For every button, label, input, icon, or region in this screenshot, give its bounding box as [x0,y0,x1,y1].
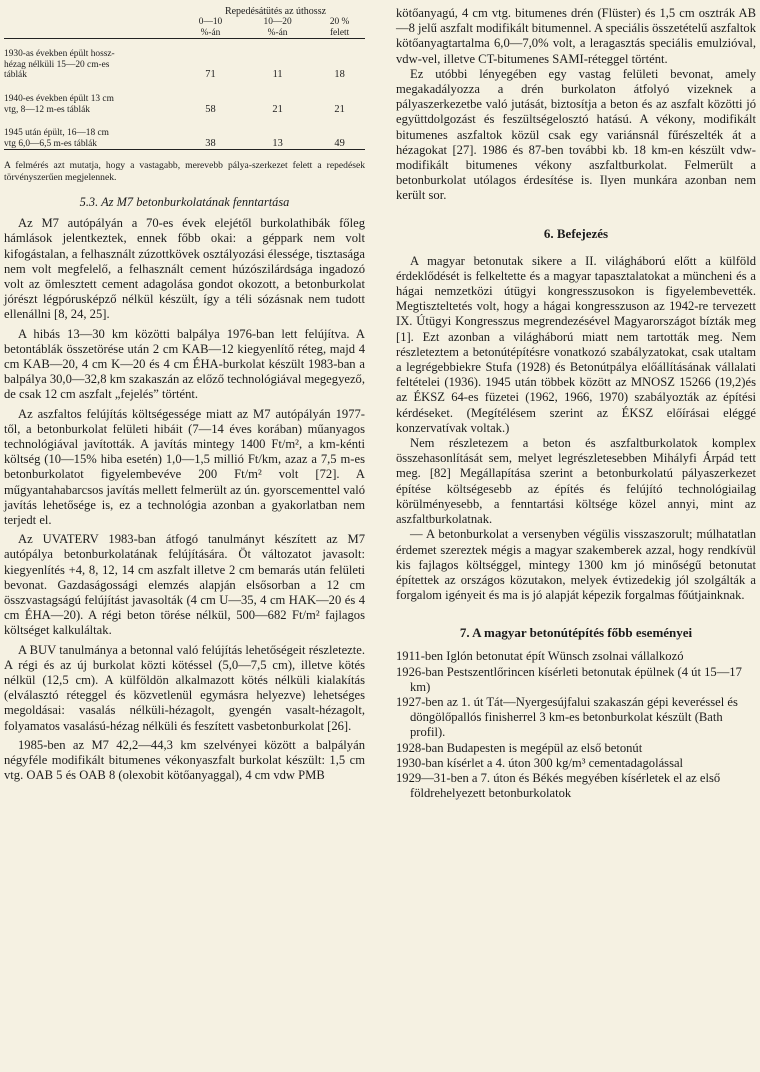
table-header-title: Repedésátütés az úthossz [224,6,327,17]
left-column [4,6,365,783]
table-cell: 13 [272,137,283,149]
paragraph: 1985-ben az M7 42,2—44,3 km szelvényei között a balpályán négyféle modifikált bitumenes vékonyaszfalt burkolat készült: 1,5 cm vtg. OAB 5 és OAB 8 (olexobit kötőanyaggal), 4 cm vdw PMB [4,737,365,783]
section-heading: 7. A magyar betonútépítés főbb eseményei [459,625,693,641]
table-cell: 11 [272,69,283,81]
section-heading: 6. Befejezés [543,225,609,241]
row-label: 1940-es években épült 13 cm vtg, 8—12 m-es táblák [4,93,114,115]
col-header: 0—10 %-án [198,17,223,38]
table-cell: 18 [334,69,345,81]
list-item: 1911-ben Iglón betonutat épít Wünsch zsolnai vállalkozó [396,649,684,664]
list-item: 1930-ban kísérlet a 4. úton 300 kg/m³ cementadagolással [396,755,684,770]
table-cell: 49 [334,137,345,149]
table-cell: 21 [334,103,345,115]
paragraph: Az M7 autópályán a 70-es évek elejétől burkolathibák főleg hámlások jelentkeztek, ennek főbb okai: a géppark nem volt kifogástalan, a felhasznált zúzottkövek osztályozási élessége, tisztasága nem volt megfelelő, a felhasznált cement húzószilárdsága ingadozó volt az ömlesztett cement adagolása gondot okozott, a betonburkolat jórészt légpórusképző nélkül készült, így a téli sózásnak nem tudott ellenállni [8, 24, 25]. [4,216,365,322]
table-row [4,94,365,115]
paragraph: Nem részletezem a beton és aszfaltburkolatok komplex összehasonlítását sem, melyet legrészletesebben Mihályfi Árpád tett meg. [82] Megállapítása szerint a betonburkolatú pályaszerkezet építése költségesebb az építés és felújító technológiailag körülményesebb, a fenntartási költsége közel annyi, mint az aszfaltburkolatnak. [396,436,756,527]
paragraph: A hibás 13—30 km közötti balpálya 1976-ban lett felújítva. A betontáblák összetörése után 2 cm KAB—12 kiegyenlítő réteg, majd 4 cm KAB—20, 4 cm K—20 és 4 cm ÉHA-burkolat készült 1983-ban a balpálya 30,0—32,8 km szakaszán az előző technológiával megegyező, de csak 12 cm aszfalt „fejelés” történt. [4,326,365,402]
section-heading: 5.3. Az M7 betonburkolatának fenntartása [79,195,290,210]
table-cell: 21 [272,103,283,115]
table-cell: 58 [205,103,216,115]
table-cell: 38 [205,137,216,149]
list-item: 1929—31-ben a 7. úton és Békés megyében kísérletek el az első földrehelyezett betonburkolatok [396,770,721,801]
paragraph: A magyar betonutak sikere a II. világháború előtt a külföld érdeklődését is felkeltette és a magyar tapasztalatokat a müncheni és a hágai nemzetközi útügyi kongresszusokon is figyelembevették. Megtiszteltetés volt, hogy a hágai kongresszuson az 1942-re tervezett IX. Útügyi Kongresszus megrendezésével Magyarországot bízták meg [1]. Ezt azonban a világháború miatt nem tartották meg. Nem részleteztem a betonútépítésre vonatkozó szabályzatokat, csak utaltam a legrégebbiekre Stufa (1928) és Betonútpálya előállításának vállalati feltételei (1936). 1945 után többek között az MNOSZ 15266 (19,2)és az ÉKSZ 64-es füzetei (1962, 1966, 1970) szabályozták az építési kérdéseket. (Megítélésem szerint az ÉKSZ előírásai eléggé konzervatívak voltak.) [396,253,756,435]
event-list [396,649,756,801]
col-header: 10—20 %-án [263,17,292,38]
table-header-row [4,17,365,39]
list-item: 1928-ban Budapesten is megépül az első betonút [396,740,643,755]
paragraph: kötőanyagú, 4 cm vtg. bitumenes drén (Flüster) és 1,5 cm osztrák AB—8 jelű aszfalt modifikált bitumennel. A speciális összetételű aszfaltok kötőanyagtartalma 6,0—7,0% volt, a leragasztás speciális emulzióval, vdw-vel, illetve CT-bitumenes SAMI-réteggel történt. [396,6,756,66]
col-header: 20 % felett [329,17,350,38]
paragraph: — A betonburkolat a versenyben végülis visszaszorult; múlhatatlan érdemet szereztek mégis a magyar szakemberek azzal, hogy rendkívül kis fajlagos költséggel, mintegy 1300 km jó minőségű betonutat építettek az országos közutakon, melyek évtizedekig jól szolgálták a forgalom igényeit és ma is jó alapját képezik forgalmas főútjainknak. [396,527,756,603]
paragraph: Ez utóbbi lényegében egy vastag felületi bevonat, amely megakadályozza a drén burkolaton átfolyó vizeknek a pályaszerkezetbe való jutását, biztosítja a beton és az aszfalt közötti jó együttdolgozást és feszültségelosztó hatású. A vékony, modifikált bitumenes aszfaltok közül csak egy variánsnál fűrészelték át a hézagokat [27]. 1986 és 87-ben további kb. 18 km-en készült vdw-modifikált bitumenes vékony aszfaltburkolat. Felmerült a betonburkolat utólagos érdesítése is. Ilyen munkára azonban nem került sor. [396,66,756,203]
table-row [4,49,365,81]
row-label: 1945 után épült, 16—18 cm vtg 6,0—6,5 m-es táblák [4,128,109,149]
paragraph: Az aszfaltos felújítás költségessége miatt az M7 autópályán 1977-től, a betonburkolat felületi hibáit (7—14 éves korában) műanyagos technológiával javították. A javítás mintegy 1400 Ft/m², a km-kénti költség (10—15% hiba esetén) 1,0—1,5 millió Ft/km, azaz a 7,5 m-es betonburkolatot figyelembevéve 200 Ft/m² volt [72]. A műgyantahabarcsos javítás mellett felmerült az ún. gyorscementtel való javítás lehetősége is, ez a technológia azonban a gyakorlatban nem terjedt el. [4,406,365,528]
right-column [396,6,756,801]
table-row [4,128,365,150]
list-item: 1926-ban Pestszentlőrincen kísérleti betonutak épülnek (4 út 15—17 km) [396,664,742,694]
list-item: 1927-ben az 1. út Tát—Nyergesújfalui szakaszán gépi keveréssel és döngölőpallós finisherrel 3 km-es betonburkolat készült (Bath profil). [396,694,738,740]
table-note: A felmérés azt mutatja, hogy a vastagabb, merevebb pálya-szerkezet felett a repedések törvényszerűen megjelennek. [4,160,365,183]
table-cell: 71 [205,69,216,81]
paragraph: A BUV tanulmánya a betonnal való felújítás lehetőségeit részletezte. A régi és az új burkolat közti kötéssel (5,0—7,5 cm), illetve kötés nélkül (12,5 cm). A külföldön alkalmazott kötés nélküli kialakítás (elválasztó réteggel és közvetlenül egymásra helyezve) lehetséges megoldásai: vasalás nélküli-hézagolt, gyengén vasalt-hézagolt, folyamatos vasalású-hézag nélküli és feszített vasbetonburkolat [26]. [4,642,365,733]
crack-table [4,17,365,154]
row-label: 1930-as években épült hossz- hézag nélküli 15—20 cm-es táblák [4,49,115,81]
paragraph: Az UVATERV 1983-ban átfogó tanulmányt készített az M7 autópálya betonburkolatának felújítására. Öt változatot javasolt: kiegyenlítés +4, 8, 12, 14 cm aszfalt illetve 2 cm bemarás után felületi bevonat. Gazdaságossági elemzés alapján elsősorban a 12 cm összvastagságú felújítást javasolták (4 cm U—35, 4 cm HAK—20 és 4 cm ÉHA—20). A régi beton törése nélkül, 500—682 Ft/m² fajlagos költséget kalkuláltak. [4,532,365,638]
